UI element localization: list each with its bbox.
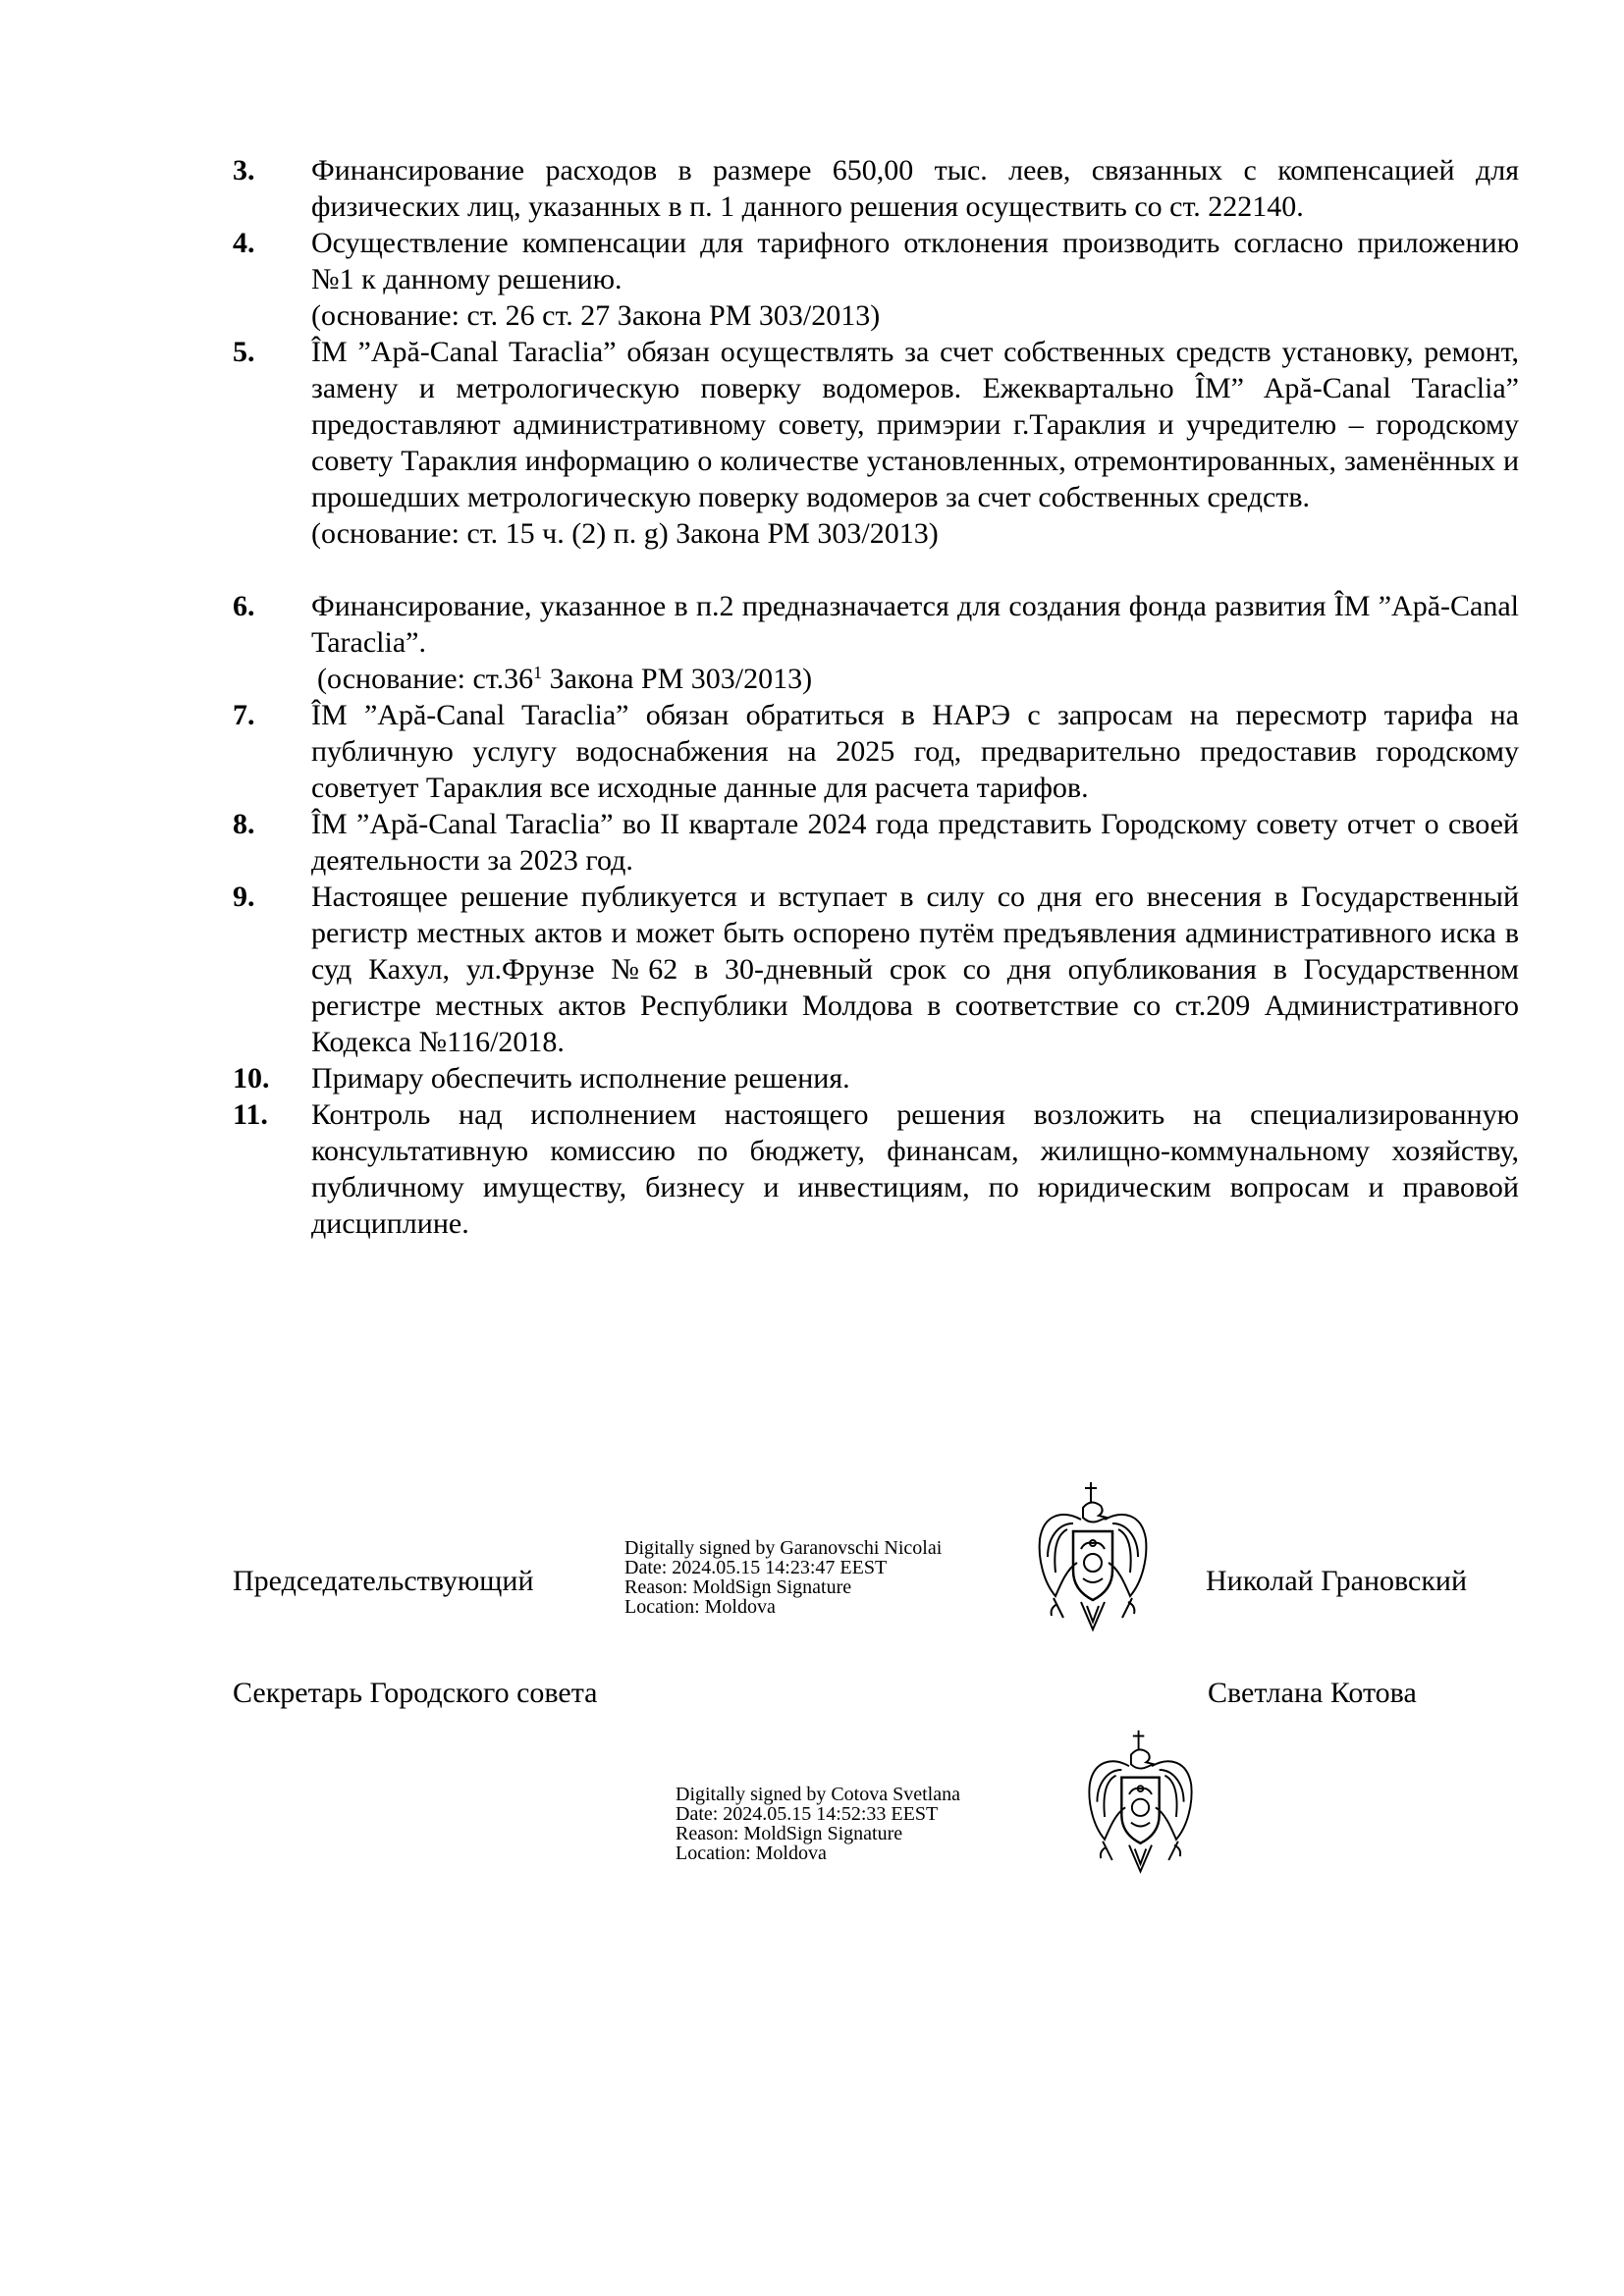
decision-item-6 xyxy=(0,588,1624,697)
stamp-signed-by: Digitally signed by Garanovschi Nicolai xyxy=(624,1537,943,1559)
decision-item-11 xyxy=(0,1096,1624,1242)
item-body xyxy=(311,225,1519,334)
stamp-location: Location: Moldova xyxy=(624,1596,776,1618)
basis-prefix: (основание: ст.36 xyxy=(317,663,534,695)
coat-of-arms-icon xyxy=(1034,1480,1152,1637)
basis-suffix: Закона РМ 303/2013) xyxy=(542,663,813,695)
decision-item-9 xyxy=(0,879,1624,1060)
decision-item-4 xyxy=(0,225,1624,334)
stamp-date: Date: 2024.05.15 14:23:47 EEST xyxy=(624,1557,888,1578)
decision-item-10 xyxy=(0,1060,1624,1096)
chair-name: Николай Грановский xyxy=(1206,1565,1468,1597)
basis-superscript: 1 xyxy=(533,663,543,682)
item-text: Финансирование, указанное в п.2 предназначается для создания фонда развития ÎM ”Apă-Canal Taraclia”. xyxy=(311,590,1519,659)
stamp-reason: Reason: MoldSign Signature xyxy=(676,1823,903,1844)
item-legal-basis: (основание: ст. 15 ч. (2) п. g) Закона РМ 303/2013) xyxy=(311,517,939,550)
item-number: 8. xyxy=(233,808,255,840)
decision-item-5 xyxy=(0,334,1624,588)
item-text: Примару обеспечить исполнение решения. xyxy=(311,1062,850,1095)
item-text: Настоящее решение публикуется и вступает в силу со дня его внесения в Государственный регистр местных актов и может быть оспорено путём предъявления административного иска в суд Кахул, ул.Фрунзе №62 в 30-дневный срок со дня опубликования в Государственном регистре местных актов Республики Молдова в соответствие со ст.209 Административного Кодекса №116/2018. xyxy=(311,881,1519,1058)
chair-role-label: Председательствующий xyxy=(233,1565,534,1597)
item-text: Контроль над исполнением настоящего решения возложить на специализированную консультативную комиссию по бюджету, финансам, жилищно-коммунальному хозяйству, публичному имуществу, бизнесу и инвестициям, по юридическим вопросам и правовой дисциплине. xyxy=(311,1098,1519,1240)
item-number: 7. xyxy=(233,699,255,731)
item-number: 9. xyxy=(233,881,255,913)
item-body xyxy=(311,697,1519,806)
item-body xyxy=(311,879,1519,1060)
decision-item-8 xyxy=(0,806,1624,879)
coat-of-arms-icon xyxy=(1084,1728,1197,1880)
secretary-role-label: Секретарь Городского совета xyxy=(233,1677,598,1709)
item-body xyxy=(311,1060,1519,1096)
item-text: Осуществление компенсации для тарифного отклонения производить согласно приложению №1 к данному решению. xyxy=(311,227,1519,295)
item-text: ÎM ”Apă-Canal Taraclia” обязан осуществлять за счет собственных средств установку, ремонт, замену и метрологическую поверку водомеров. Ежеквартально ÎM” Apă-Canal Taraclia” предоставляют административному совету, примэрии г.Тараклия и учредителю – городскому совету Тараклия информацию о количестве установленных, отремонтированных, заменённых и прошедших метрологическую поверку водомеров за счет собственных средств. xyxy=(311,336,1519,513)
item-body xyxy=(311,334,1519,552)
item-body xyxy=(311,1096,1519,1242)
decision-items-list xyxy=(0,152,1624,1242)
stamp-date: Date: 2024.05.15 14:52:33 EEST xyxy=(676,1803,939,1825)
stamp-reason: Reason: MoldSign Signature xyxy=(624,1576,852,1598)
item-text: ÎM ”Apă-Canal Taraclia” во II квартале 2024 года представить Городскому совету отчет о своей деятельности за 2023 год. xyxy=(311,808,1519,877)
item-number: 6. xyxy=(233,590,255,622)
secretary-digital-signature-stamp xyxy=(676,1785,960,1863)
item-text: Финансирование расходов в размере 650,00 тыс. леев, связанных с компенсацией для физических лиц, указанных в п. 1 данного решения осуществить со ст. 222140. xyxy=(311,154,1519,223)
item-body xyxy=(311,806,1519,879)
item-number: 5. xyxy=(233,336,255,368)
item-body xyxy=(311,588,1519,697)
item-text: ÎM ”Apă-Canal Taraclia” обязан обратиться в НАРЭ с запросам на пересмотр тарифа на публичную услугу водоснабжения на 2025 год, предварительно предоставив городскому советует Тараклия все исходные данные для расчета тарифов. xyxy=(311,699,1519,804)
item-number: 11. xyxy=(233,1098,268,1131)
secretary-name: Светлана Котова xyxy=(1208,1677,1417,1709)
item-number: 4. xyxy=(233,227,255,259)
item-number: 10. xyxy=(233,1062,270,1095)
item-legal-basis: (основание: ст. 26 ст. 27 Закона РМ 303/2013) xyxy=(311,299,881,332)
stamp-location: Location: Moldova xyxy=(676,1842,827,1864)
stamp-signed-by: Digitally signed by Cotova Svetlana xyxy=(676,1784,960,1805)
item-legal-basis xyxy=(311,661,1519,697)
decision-item-7 xyxy=(0,697,1624,806)
item-body xyxy=(311,152,1519,225)
chair-digital-signature-stamp xyxy=(624,1538,942,1617)
item-number: 3. xyxy=(233,154,255,187)
decision-item-3 xyxy=(0,152,1624,225)
